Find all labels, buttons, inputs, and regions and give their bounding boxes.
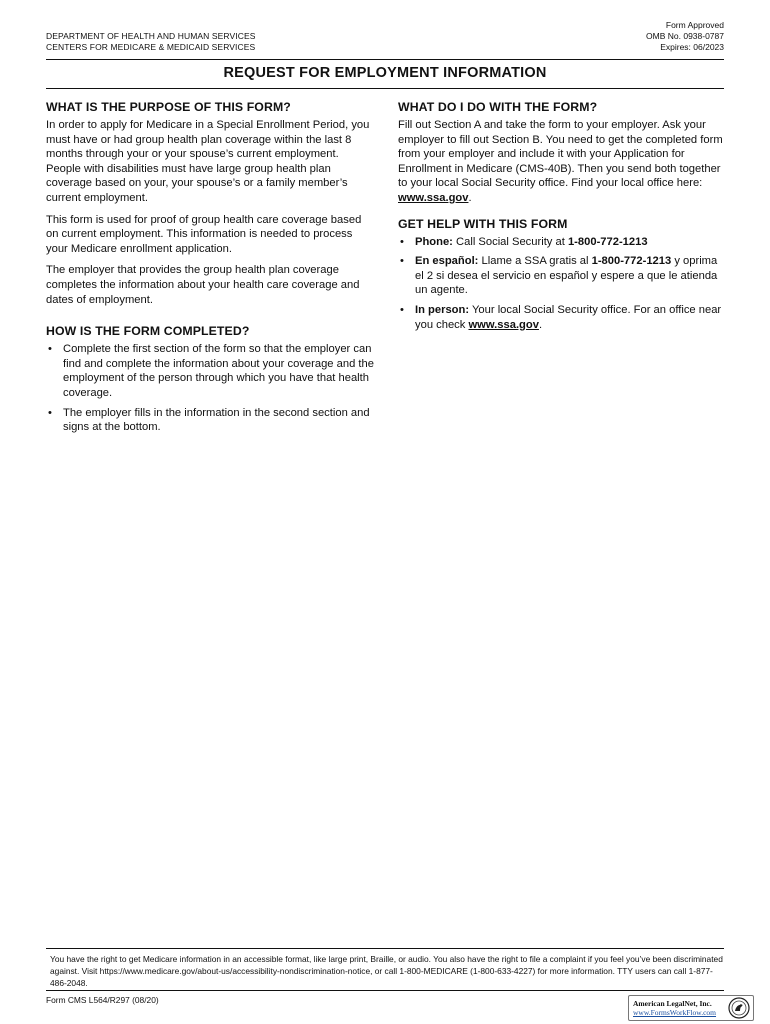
badge-text [633,999,716,1017]
legalnet-badge[interactable] [628,995,754,1021]
espanol-text-2: y oprima el 2 si desea el servicio en español y espere a que le atienda un agente. [415,255,718,297]
page-title: REQUEST FOR EMPLOYMENT INFORMATION [223,65,547,81]
ssa-office-link[interactable]: www.ssa.gov [468,318,539,331]
omb-approval-block [646,20,724,53]
accessibility-notice: You have the right to get Medicare information in an accessible format, like large print, Braille, or audio. You also have the right to file a complaint if you feel you’ve been discriminated against. Visit https://www.medicare.gov/about-us/accessibility-nondiscrimination-notice, or call 1-800-MEDICARE (1-800-633-4227) for more information. TTY users can call 1-877-486-2048. [50,954,723,988]
purpose-paragraph-3: The employer that provides the group health plan coverage completes the information about your health care coverage and dates of employment. [46,264,360,306]
bullet-icon: • [400,255,404,268]
in-person-label: In person: [415,303,470,316]
bullet-icon: • [48,406,52,419]
right-column [398,99,728,337]
instructions-heading: WHAT DO I DO WITH THE FORM? [398,100,598,114]
bullet-icon: • [400,303,404,316]
help-heading: GET HELP WITH THIS FORM [398,216,568,231]
completed-list [46,342,376,435]
in-person-text: Your local Social Security office. For an office near you check [415,303,722,331]
instructions-period: . [468,191,472,204]
footer-divider [46,948,724,949]
help-list [398,235,728,333]
omb-number: OMB No. 0938-0787 [646,31,724,41]
agency-name: DEPARTMENT OF HEALTH AND HUMAN SERVICES [46,31,256,41]
bullet-icon: • [400,235,404,248]
completed-step-1: Complete the first section of the form so that the employer can find and complete the information about your coverage and the employment of the person through which you have that health coverage. [63,343,374,399]
form-approved-label: Form Approved [665,20,724,30]
phone-number: 1-800-772-1213 [567,235,648,248]
completed-step-2: The employer fills in the information in the second section and signs at the bottom. [63,406,370,434]
in-person-period: . [538,318,543,331]
badge-org-name: American LegalNet, Inc. [633,999,712,1008]
bullet-icon: • [48,343,52,356]
completed-heading: HOW IS THE FORM COMPLETED? [46,324,250,339]
espanol-text-1: Llame a SSA gratis al [478,255,592,268]
ssa-link[interactable]: www.ssa.gov [398,191,469,204]
agency-block [46,31,256,53]
phone-text: Call Social Security at [452,235,568,248]
espanol-label: En español: [415,255,479,268]
list-item [398,254,728,298]
expiration-date: Expires: 06/2023 [660,42,724,52]
title-divider-top [46,59,724,60]
seal-icon [728,997,750,1019]
espanol-phone-number: 1-800-772-1213 [591,255,672,268]
purpose-paragraph-1: In order to apply for Medicare in a Special Enrollment Period, you must have or had group health plan coverage within the last 8 months through your or your spouse’s current employment. People with disabilities must have large group health plan coverage based on your, your spouse’s or a family member’s current employment. [46,119,370,204]
title-divider-bottom [46,88,724,89]
list-item [46,342,376,400]
instructions-text: Fill out Section A and take the form to your employer. Ask your employer to fill out Section B. You need to get the completed form from your employer and include it with your Application for Enrollment in Medicare (CMS-40B). Then you send both together to your local Social Security office. Find your local office here: [398,119,723,190]
purpose-paragraph-2: This form is used for proof of group health care coverage based on current employment. This information is needed to process your Medicare enrollment application. [46,213,362,255]
instructions-paragraph [398,118,728,206]
phone-label: Phone: [415,235,453,248]
badge-website[interactable]: www.FormsWorkFlow.com [633,1008,717,1017]
list-item [398,235,728,250]
left-column [46,99,376,440]
list-item [398,303,728,332]
agency-subname: CENTERS FOR MEDICARE & MEDICAID SERVICES [46,42,256,52]
list-item [46,406,376,435]
form-number: Form CMS L564/R297 (08/20) [46,995,159,1005]
purpose-heading: WHAT IS THE PURPOSE OF THIS FORM? [46,100,291,114]
footer-divider-bottom [46,990,724,991]
